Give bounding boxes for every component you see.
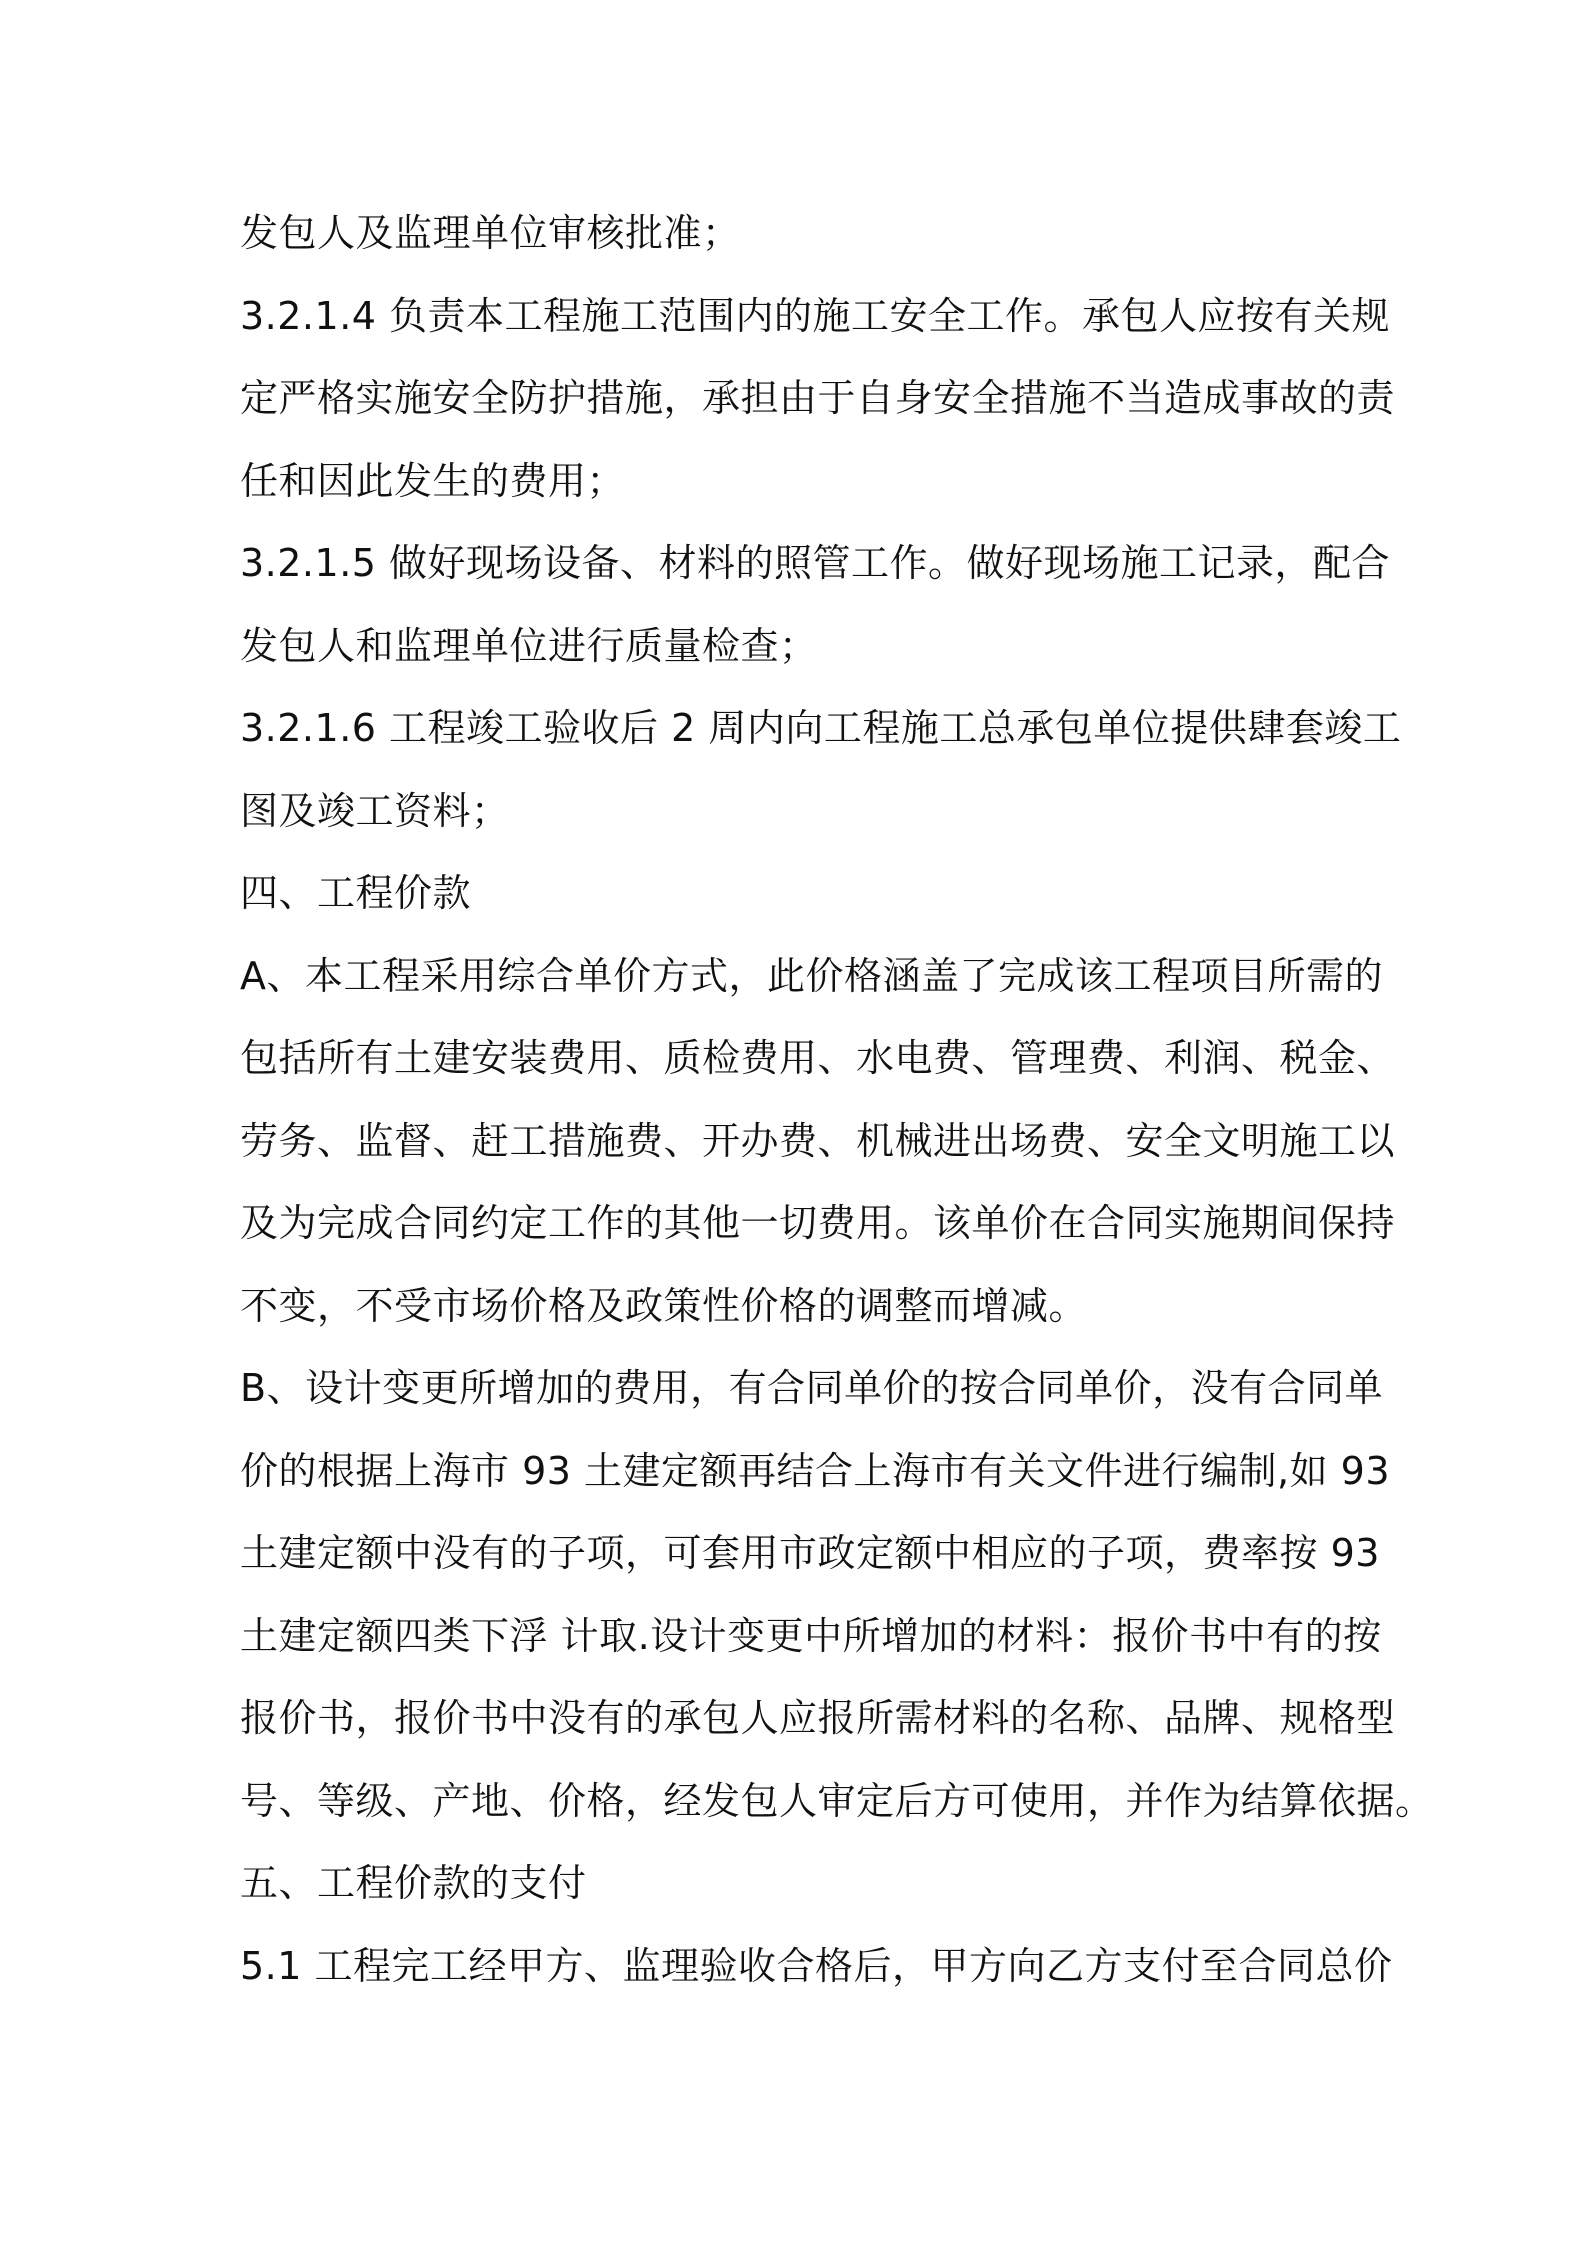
text-line: 及为完成合同约定工作的其他一切费用。该单价在合同实施期间保持 xyxy=(240,1201,1396,1245)
text-line: 报价书，报价书中没有的承包人应报所需材料的名称、品牌、规格型 xyxy=(240,1696,1396,1740)
clause-5-1: 5.1 工程完工经甲方、监理验收合格后，甲方向乙方支付至合同总价 xyxy=(240,1943,1393,1988)
section-heading-5: 五、工程价款的支付 xyxy=(240,1861,587,1905)
text-line: 任和因此发生的费用； xyxy=(240,458,626,503)
text-line: 发包人及监理单位审核批准； xyxy=(240,211,741,255)
text-line: 号、等级、产地、价格，经发包人审定后方可使用，并作为结算依据。 xyxy=(240,1778,1434,1823)
clause-3-2-1-5: 3.2.1.5 做好现场设备、材料的照管工作。做好现场施工记录，配合 xyxy=(240,541,1391,585)
text-line: 土建定额中没有的子项，可套用市政定额中相应的子项，费率按 93 xyxy=(240,1531,1380,1575)
text-line: 定严格实施安全防护措施，承担由于自身安全措施不当造成事故的责 xyxy=(240,376,1396,420)
text-line: 包括所有土建安装费用、质检费用、水电费、管理费、利润、税金、 xyxy=(240,1036,1396,1080)
text-line: 土建定额四类下浮 计取.设计变更中所增加的材料：报价书中有的按 xyxy=(240,1613,1382,1658)
text-line: 劳务、监督、赶工措施费、开办费、机械进出场费、安全文明施工以 xyxy=(240,1118,1396,1163)
text-line: 发包人和监理单位进行质量检查； xyxy=(240,623,818,668)
text-line: 价的根据上海市 93 土建定额再结合上海市有关文件进行编制,如 93 xyxy=(240,1448,1391,1493)
paragraph-a: A、本工程采用综合单价方式，此价格涵盖了完成该工程项目所需的 xyxy=(240,953,1383,998)
paragraph-b: B、设计变更所增加的费用，有合同单价的按合同单价，没有合同单 xyxy=(240,1366,1384,1410)
clause-3-2-1-4: 3.2.1.4 负责本工程施工范围内的施工安全工作。承包人应按有关规 xyxy=(240,293,1391,338)
clause-3-2-1-6: 3.2.1.6 工程竣工验收后 2 周内向工程施工总承包单位提供肆套竣工 xyxy=(240,706,1402,750)
text-line: 图及竣工资料； xyxy=(240,788,510,833)
text-line: 不变，不受市场价格及政策性价格的调整而增减。 xyxy=(240,1283,1088,1328)
section-heading-4: 四、工程价款 xyxy=(240,871,472,915)
document-body xyxy=(240,192,1434,2007)
